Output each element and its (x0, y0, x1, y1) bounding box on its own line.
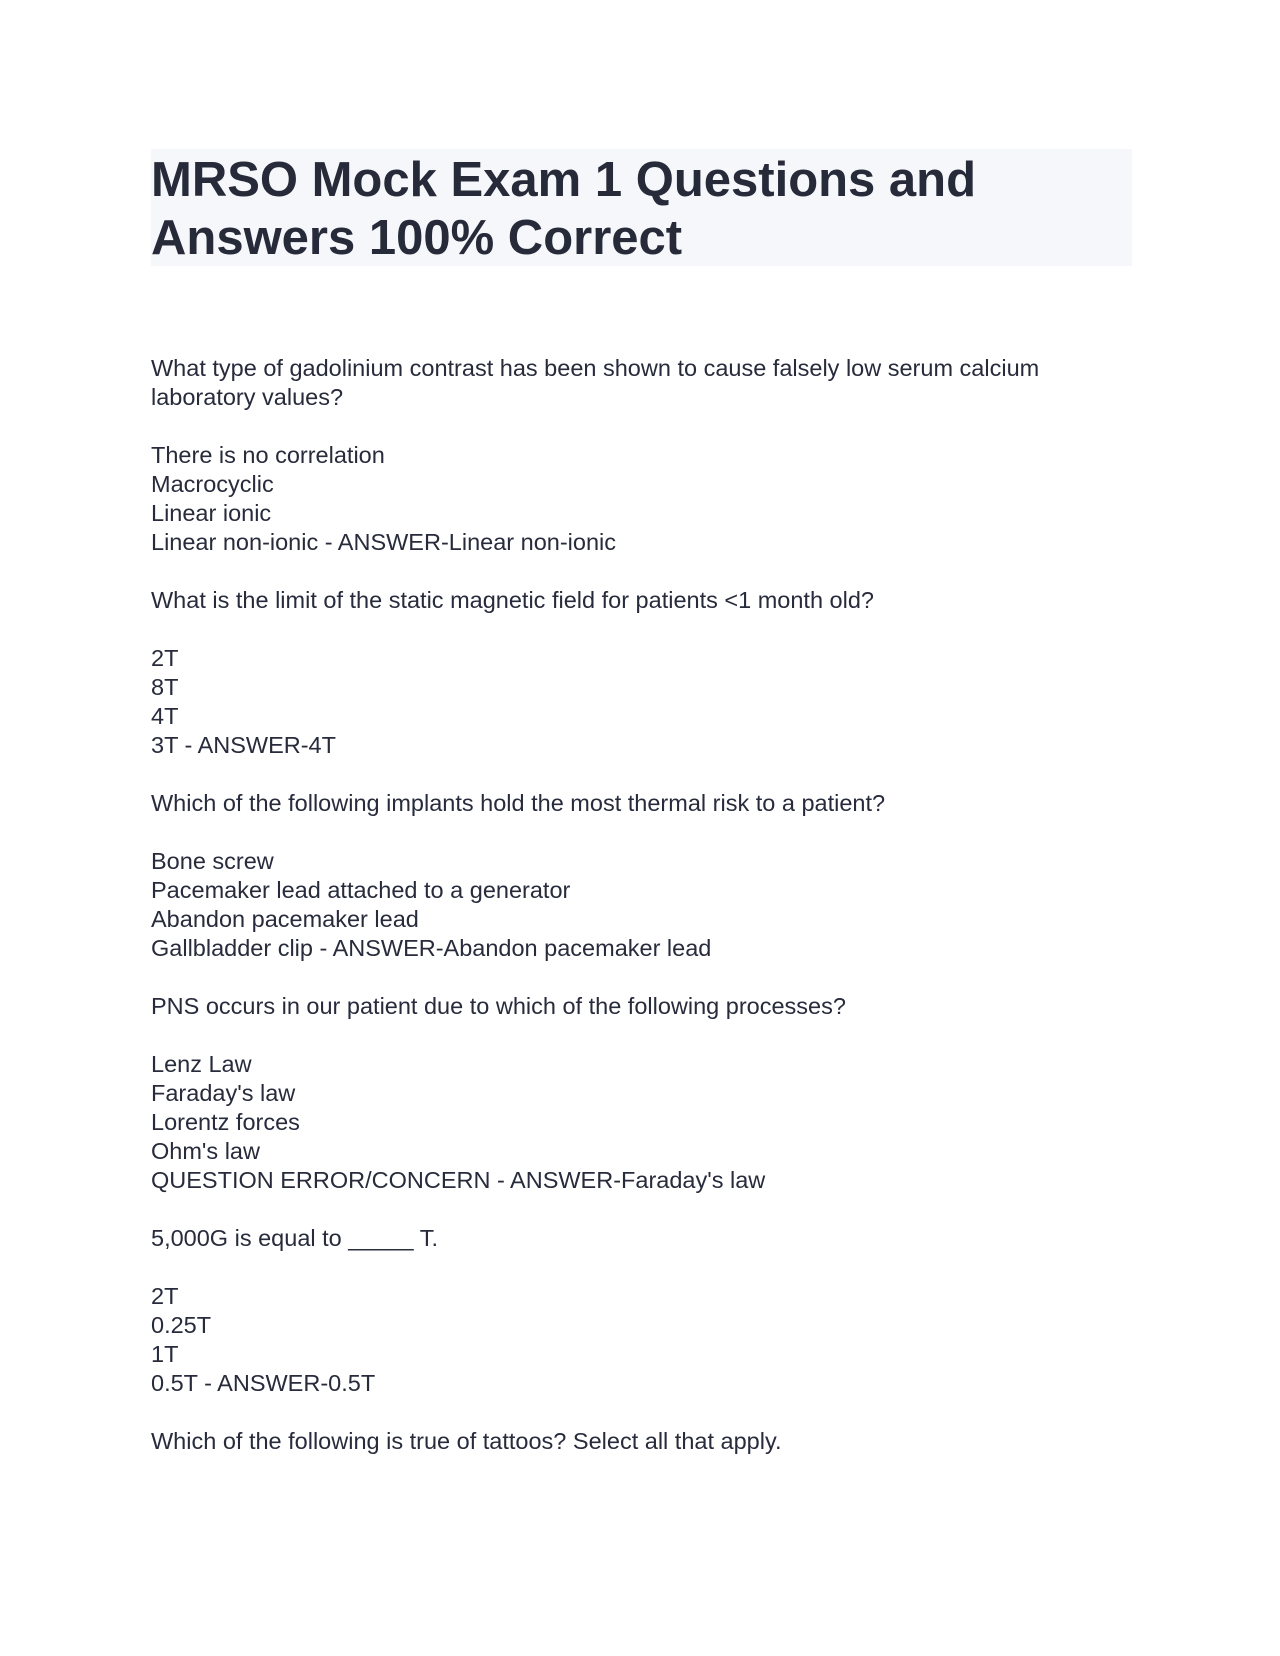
answer-option: Linear ionic (151, 500, 272, 526)
answer-option: 1T (151, 1341, 179, 1367)
document-title: MRSO Mock Exam 1 Questions and Answers 100% Correct (151, 153, 977, 265)
answer-options (151, 1050, 1141, 1195)
answer-option: 3T - ANSWER-4T (151, 732, 336, 758)
question-text: What is the limit of the static magnetic field for patients <1 month old? (151, 587, 874, 613)
answer-option: Linear non-ionic - ANSWER-Linear non-ionic (151, 529, 616, 555)
answer-options (151, 441, 1141, 557)
question-text: Which of the following implants hold the most thermal risk to a patient? (151, 790, 886, 816)
title-box (151, 149, 1132, 266)
answer-option: 4T (151, 703, 179, 729)
answer-option: Faraday's law (151, 1080, 296, 1106)
answer-option: QUESTION ERROR/CONCERN - ANSWER-Faraday's law (151, 1167, 766, 1193)
answer-options (151, 1282, 1141, 1398)
question-text: What type of gadolinium contrast has been shown to cause falsely low serum calcium laboratory values? (151, 355, 1040, 410)
document-body (151, 354, 1141, 1485)
question-text: Which of the following is true of tattoos? Select all that apply. (151, 1428, 782, 1454)
answer-option: Macrocyclic (151, 471, 274, 497)
answer-option: 2T (151, 645, 179, 671)
answer-option: Bone screw (151, 848, 274, 874)
answer-option: 2T (151, 1283, 179, 1309)
answer-option: 0.25T (151, 1312, 212, 1338)
answer-options (151, 644, 1141, 760)
answer-options (151, 847, 1141, 963)
answer-option: 0.5T - ANSWER-0.5T (151, 1370, 376, 1396)
answer-option: Abandon pacemaker lead (151, 906, 419, 932)
answer-option: Pacemaker lead attached to a generator (151, 877, 571, 903)
answer-option: Ohm's law (151, 1138, 260, 1164)
answer-option: Lorentz forces (151, 1109, 300, 1135)
question-text: 5,000G is equal to _____ T. (151, 1225, 439, 1251)
question-text: PNS occurs in our patient due to which of the following processes? (151, 993, 846, 1019)
answer-option: Gallbladder clip - ANSWER-Abandon pacemaker lead (151, 935, 712, 961)
answer-option: Lenz Law (151, 1051, 252, 1077)
answer-option: There is no correlation (151, 442, 385, 468)
answer-option: 8T (151, 674, 179, 700)
